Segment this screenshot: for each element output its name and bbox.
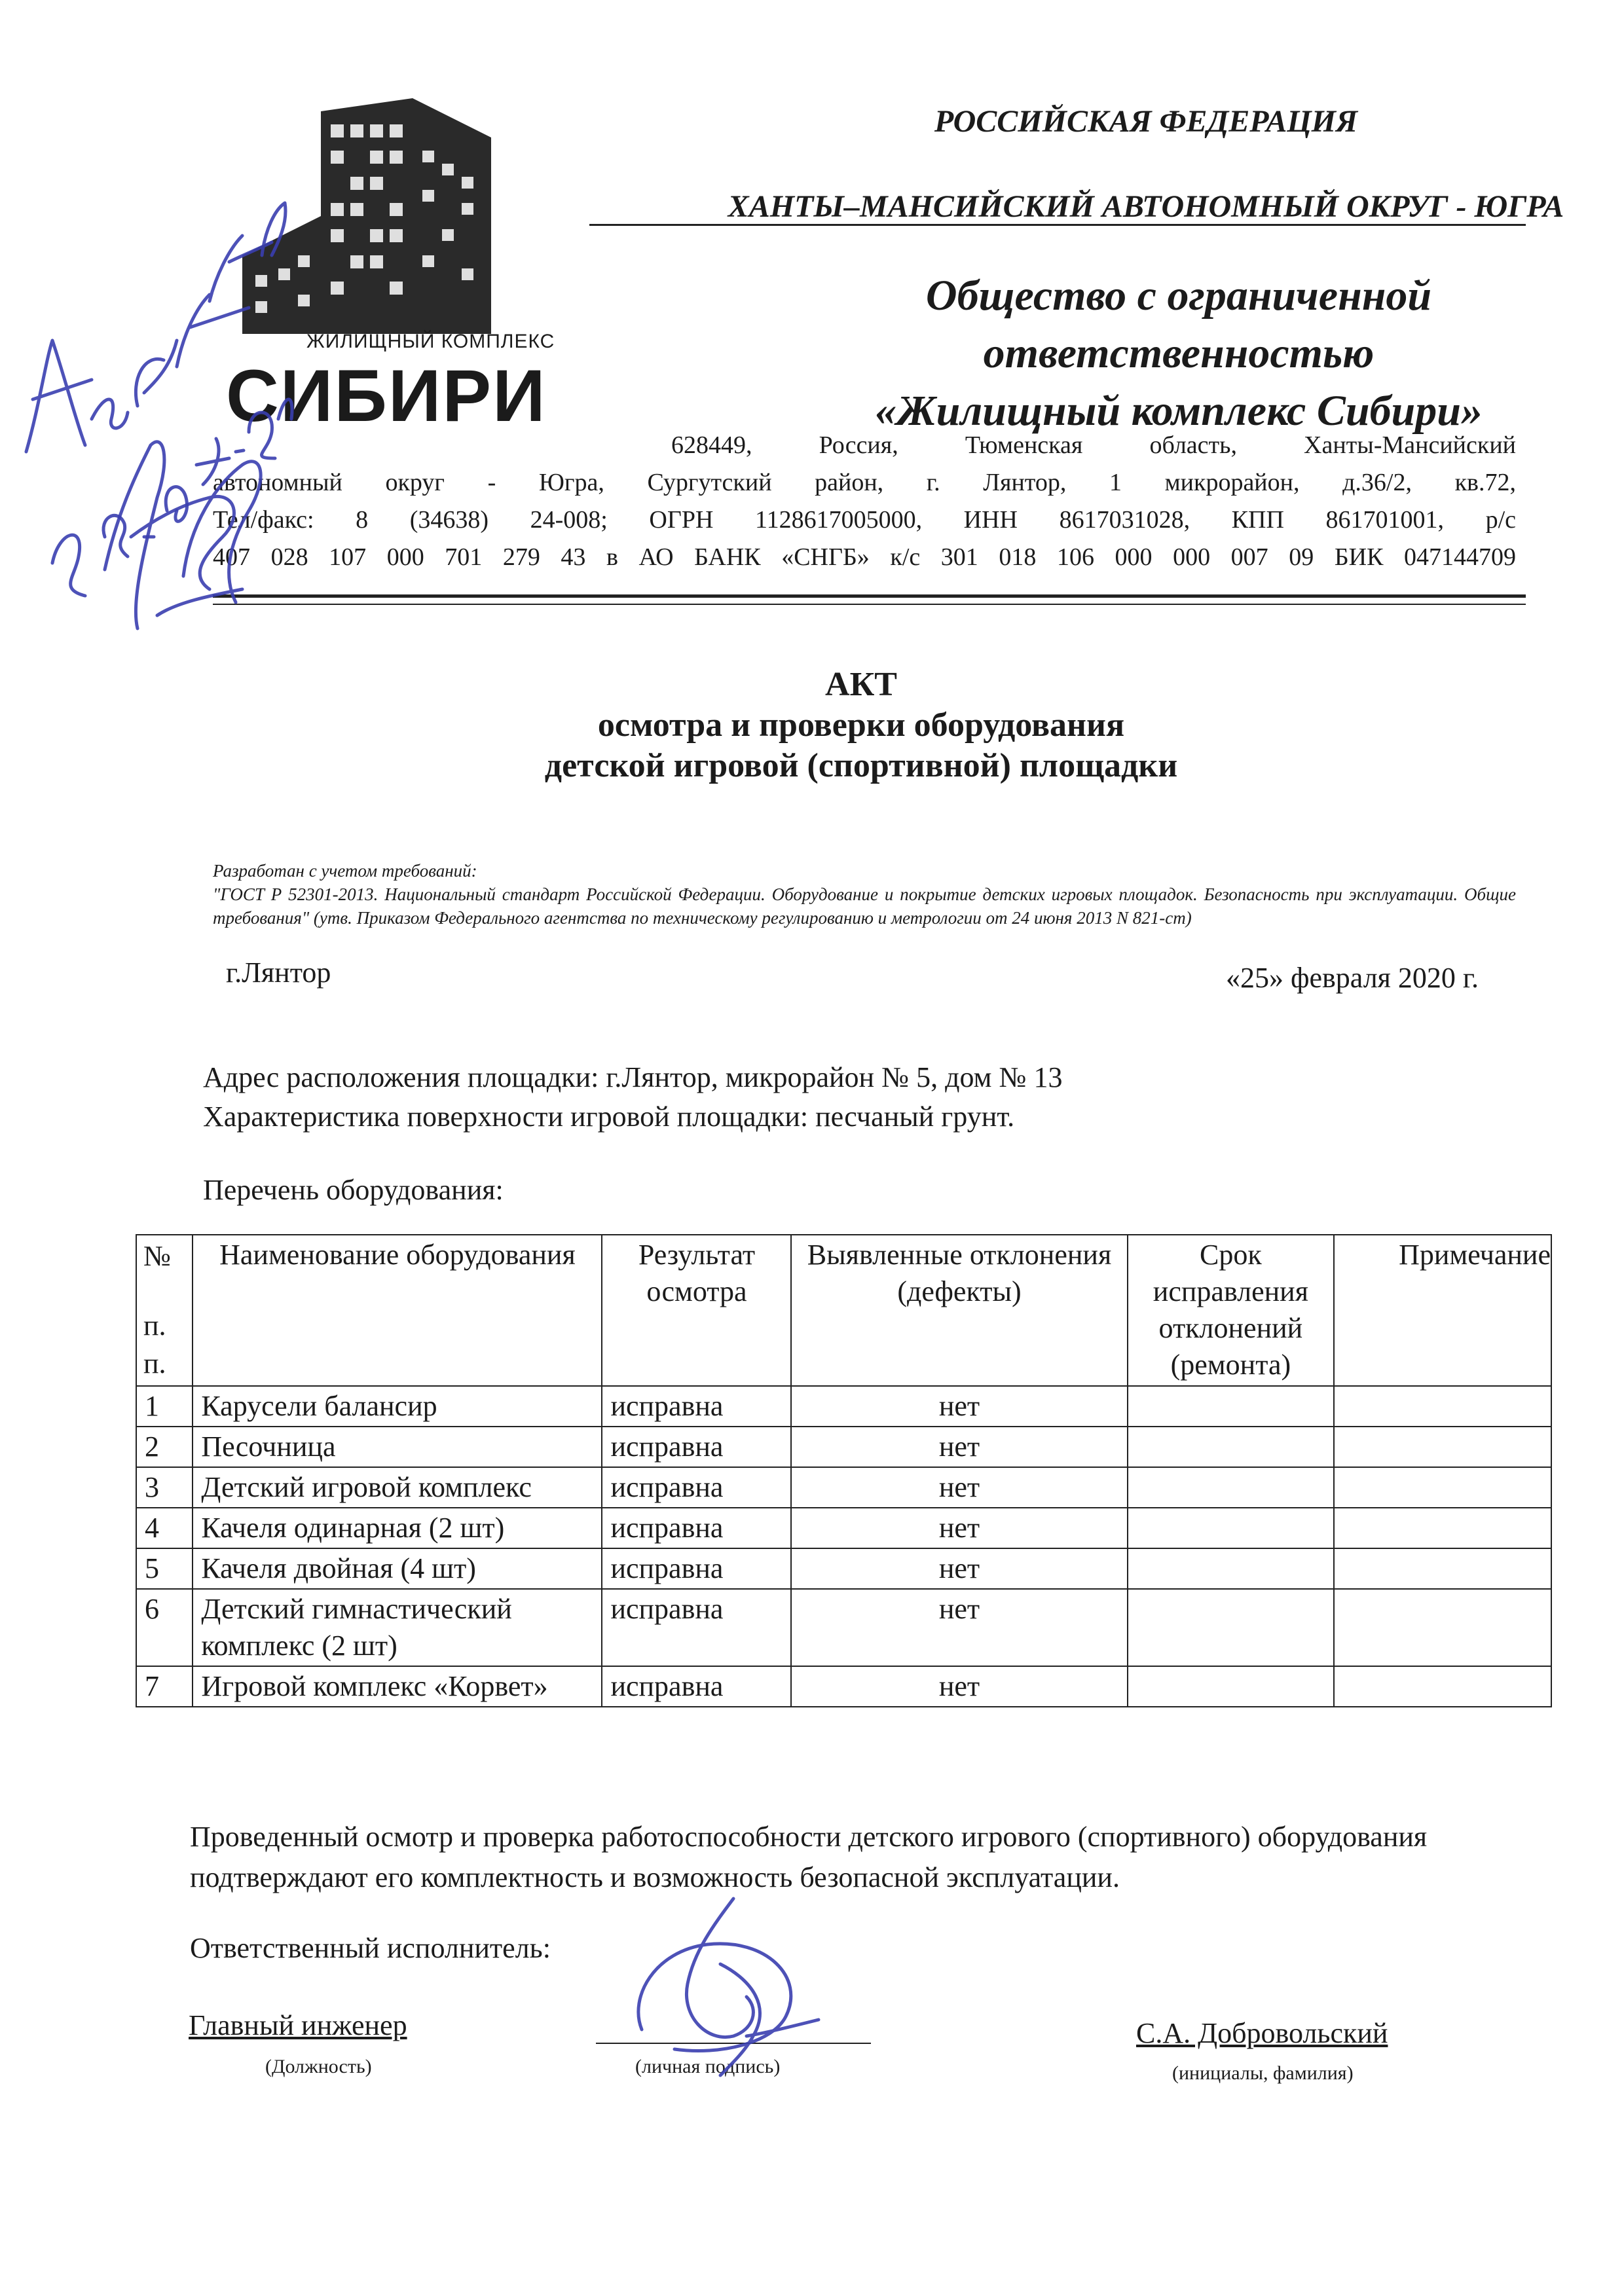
title-line: осмотра и проверки оборудования xyxy=(597,706,1125,744)
header-result: Результат осмотра xyxy=(602,1235,791,1386)
equipment-heading: Перечень оборудования: xyxy=(203,1174,504,1206)
header-note: Примечание xyxy=(1334,1235,1551,1386)
header-name: Наименование оборудования xyxy=(193,1235,602,1386)
table-row xyxy=(136,1548,1551,1589)
defects: нет xyxy=(791,1548,1127,1589)
inspection-result: исправна xyxy=(602,1467,791,1508)
inspection-result: исправна xyxy=(602,1548,791,1589)
table-row xyxy=(136,1589,1551,1666)
signer-name: С.А. Добровольский xyxy=(1136,2017,1388,2049)
note xyxy=(1334,1508,1551,1548)
equipment-name: Игровой комплекс «Корвет» xyxy=(193,1666,602,1707)
header-number-abbr: п. xyxy=(143,1347,166,1379)
header-country: РОССИЙСКАЯ ФЕДЕРАЦИЯ xyxy=(934,104,1358,139)
row-number: 2 xyxy=(136,1427,193,1467)
note xyxy=(1334,1386,1551,1427)
title-line: АКТ xyxy=(825,666,897,703)
table-row xyxy=(136,1666,1551,1707)
organization-address xyxy=(213,427,1516,576)
signature-caption: (личная подпись) xyxy=(635,2056,781,2077)
repair-term xyxy=(1128,1666,1335,1707)
equipment-table xyxy=(136,1234,1552,1707)
header-divider xyxy=(589,224,1526,226)
table-body xyxy=(136,1386,1551,1707)
header-defects: Выявленные отклонения (дефекты) xyxy=(791,1235,1127,1386)
address-line: 407 028 107 000 701 279 43 в АО БАНК «СНГБ» к/с 301 018 106 000 000 007 09 БИК 047144709 xyxy=(213,543,1516,571)
row-number: 6 xyxy=(136,1589,193,1666)
name-caption: (инициалы, фамилия) xyxy=(1172,2062,1354,2084)
document-title xyxy=(196,665,1526,786)
standard-note-text: "ГОСТ Р 52301-2013. Национальный стандарт Российской Федерации. Оборудование и покрытие детских игровых площадок. Безопасность при эксплуатации. Общие требования" (утв. Приказом Федерального агентства по техническому регулированию и метрологии от 24 июня 2013 N 821-ст) xyxy=(213,884,1516,928)
standard-note-intro: Разработан с учетом требований: xyxy=(213,861,477,881)
org-name-line: «Жилищный комплекс Сибири» xyxy=(875,387,1483,435)
signer-position: Главный инженер xyxy=(189,2009,407,2041)
position-caption: (Должность) xyxy=(265,2056,372,2077)
equipment-name: Песочница xyxy=(193,1427,602,1467)
note xyxy=(1334,1589,1551,1666)
logo-name: СИБИРИ xyxy=(226,355,547,437)
repair-term xyxy=(1128,1386,1335,1427)
equipment-name: Качеля двойная (4 шт) xyxy=(193,1548,602,1589)
repair-term xyxy=(1128,1427,1335,1467)
header-number-abbr: п. xyxy=(143,1309,166,1341)
row-number: 3 xyxy=(136,1467,193,1508)
repair-term xyxy=(1128,1548,1335,1589)
table-row xyxy=(136,1427,1551,1467)
logo-subtitle: ЖИЛИЩНЫЙ КОМПЛЕКС xyxy=(306,331,555,352)
header-bottom-rule xyxy=(213,594,1526,598)
inspection-result: исправна xyxy=(602,1386,791,1427)
defects: нет xyxy=(791,1589,1127,1666)
header-number xyxy=(136,1235,193,1386)
header-number-symbol: № xyxy=(143,1240,171,1272)
standard-note xyxy=(213,859,1516,930)
table-row xyxy=(136,1508,1551,1548)
inspection-result: исправна xyxy=(602,1666,791,1707)
equipment-name: Детский гимнастический комплекс (2 шт) xyxy=(193,1589,602,1666)
defects: нет xyxy=(791,1386,1127,1427)
title-line: детской игровой (спортивной) площадки xyxy=(544,747,1178,784)
director-signature xyxy=(92,406,288,642)
inspection-result: исправна xyxy=(602,1427,791,1467)
responsible-label: Ответственный исполнитель: xyxy=(190,1932,551,1964)
table-row xyxy=(136,1386,1551,1427)
equipment-name: Детский игровой комплекс xyxy=(193,1467,602,1508)
note xyxy=(1334,1427,1551,1467)
note xyxy=(1334,1467,1551,1508)
equipment-name: Карусели балансир xyxy=(193,1386,602,1427)
repair-term xyxy=(1128,1467,1335,1508)
repair-term xyxy=(1128,1589,1335,1666)
conclusion-text: Проведенный осмотр и проверка работоспособности детского игрового (спортивного) оборудования подтверждают его комплектность и возможность безопасной эксплуатации. xyxy=(190,1821,1428,1893)
note xyxy=(1334,1548,1551,1589)
address-line: автономный округ - Югра, Сургутский район, г. Лянтор, 1 микрорайон, д.36/2, кв.72, xyxy=(213,469,1516,496)
address-line: 628449, Россия, Тюменская область, Ханты-Мансийский xyxy=(671,431,1516,459)
defects: нет xyxy=(791,1467,1127,1508)
header-term: Срок исправления отклонений (ремонта) xyxy=(1128,1235,1335,1386)
table-row xyxy=(136,1467,1551,1508)
inspection-result: исправна xyxy=(602,1508,791,1548)
site-address: Адрес расположения площадки: г.Лянтор, микрорайон № 5, дом № 13 xyxy=(203,1061,1063,1093)
inspection-result: исправна xyxy=(602,1589,791,1666)
document-date: «25» февраля 2020 г. xyxy=(1225,962,1479,994)
address-line: Тел/факс: 8 (34638) 24-008; ОГРН 1128617005000, ИНН 8617031028, КПП 861701001, р/с xyxy=(213,506,1516,534)
defects: нет xyxy=(791,1666,1127,1707)
organization-name xyxy=(655,267,1624,440)
equipment-name: Качеля одинарная (2 шт) xyxy=(193,1508,602,1548)
row-number: 5 xyxy=(136,1548,193,1589)
header-bottom-rule-thin xyxy=(213,604,1526,605)
repair-term xyxy=(1128,1508,1335,1548)
defects: нет xyxy=(791,1427,1127,1467)
org-name-line: ответственностью xyxy=(983,329,1375,377)
place: г.Лянтор xyxy=(226,957,331,989)
header-region: ХАНТЫ–МАНСИЙСКИЙ АВТОНОМНЫЙ ОКРУГ - ЮГРА xyxy=(728,189,1564,224)
engineer-signature xyxy=(616,1886,832,2082)
row-number: 1 xyxy=(136,1386,193,1427)
row-number: 7 xyxy=(136,1666,193,1707)
row-number: 4 xyxy=(136,1508,193,1548)
table-header-row xyxy=(136,1235,1551,1386)
surface-description: Характеристика поверхности игровой площадки: песчаный грунт. xyxy=(203,1101,1015,1133)
org-name-line: Общество с ограниченной xyxy=(925,272,1432,319)
note xyxy=(1334,1666,1551,1707)
defects: нет xyxy=(791,1508,1127,1548)
